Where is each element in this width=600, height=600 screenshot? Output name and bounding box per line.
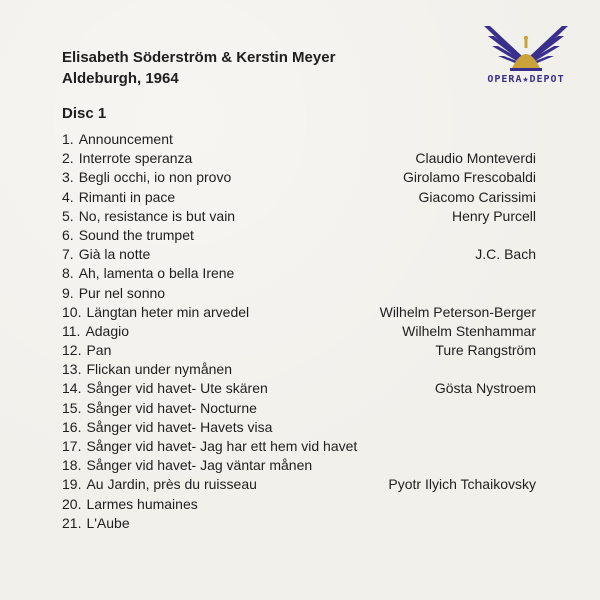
track-row [62, 495, 536, 514]
track-row [62, 245, 536, 264]
track-number: 18. [62, 457, 82, 474]
track-composer: Henry Purcell [451, 207, 536, 224]
track-row [62, 399, 536, 418]
track-row [62, 130, 536, 149]
track-row [62, 264, 536, 283]
track-row [62, 168, 536, 187]
track-row [62, 360, 536, 379]
track-title: Au Jardin, près du ruisseau [86, 476, 257, 493]
track-title: Sånger vid havet- Nocturne [86, 399, 257, 416]
track-number: 14. [62, 380, 82, 397]
track-title: Sånger vid havet- Ute skären [86, 380, 268, 397]
track-number: 5. [62, 207, 74, 224]
track-number: 4. [62, 188, 74, 205]
track-title: Interrote speranza [78, 150, 193, 167]
track-number: 13. [62, 361, 82, 378]
track-composer: J.C. Bach [475, 246, 536, 263]
track-title: Announcement [78, 131, 173, 147]
track-number: 19. [62, 476, 82, 493]
track-row [62, 379, 536, 398]
track-row [62, 437, 536, 456]
track-title: Larmes humaines [86, 495, 198, 512]
track-title: Pan [86, 342, 112, 359]
track-number: 8. [62, 265, 74, 282]
header [62, 47, 335, 89]
track-title: Längtan heter min arvedel [86, 303, 250, 320]
track-title: Flickan under nymånen [86, 361, 232, 378]
track-number: 1. [62, 131, 74, 147]
track-number: 6. [62, 226, 74, 243]
track-title: Sånger vid havet- Jag har ett hem vid havet [86, 438, 358, 454]
track-row [62, 475, 536, 494]
disc-title: Disc 1 [62, 105, 107, 122]
track-title: Adagio [85, 322, 130, 339]
track-number: 12. [62, 342, 82, 359]
track-number: 11. [62, 322, 81, 339]
track-number: 17. [62, 438, 82, 454]
track-row [62, 149, 536, 168]
track-title: Sånger vid havet- Jag väntar månen [86, 457, 313, 474]
track-row [62, 514, 536, 533]
track-composer: Wilhelm Peterson-Berger [379, 303, 536, 320]
winged-dome-icon [478, 18, 574, 74]
track-title: Ah, lamenta o bella Irene [78, 265, 235, 282]
track-title: Già la notte [78, 246, 151, 263]
track-number: 7. [62, 246, 74, 263]
track-row [62, 284, 536, 303]
track-composer: Ture Rangström [435, 342, 536, 359]
track-row [62, 418, 536, 437]
track-number: 10. [62, 303, 82, 320]
track-row [62, 341, 536, 360]
track-composer: Wilhelm Stenhammar [402, 322, 536, 339]
track-composer: Pyotr Ilyich Tchaikovsky [388, 476, 536, 493]
track-title: Begli occhi, io non provo [78, 169, 232, 186]
track-composer: Girolamo Frescobaldi [402, 169, 536, 186]
track-title: Rimanti in pace [78, 188, 176, 205]
track-composer: Claudio Monteverdi [415, 150, 536, 167]
artists-line: Elisabeth Söderström & Kerstin Meyer [62, 49, 336, 66]
track-title: L'Aube [86, 514, 130, 531]
track-row [62, 207, 536, 226]
track-number: 21. [62, 514, 82, 531]
track-list [62, 130, 536, 533]
track-row [62, 226, 536, 245]
track-composer: Gösta Nystroem [434, 380, 536, 397]
opera-depot-logo [478, 18, 574, 90]
track-number: 3. [62, 169, 74, 186]
track-row [62, 322, 536, 341]
track-row [62, 303, 536, 322]
venue-year-line: Aldeburgh, 1964 [62, 70, 179, 87]
track-title: Pur nel sonno [78, 284, 166, 301]
track-title: Sånger vid havet- Havets visa [86, 418, 273, 435]
track-number: 2. [62, 150, 74, 167]
track-number: 9. [62, 284, 74, 301]
track-row [62, 456, 536, 475]
track-composer: Giacomo Carissimi [418, 188, 536, 205]
track-number: 16. [62, 418, 82, 435]
track-number: 20. [62, 495, 82, 512]
track-title: Sound the trumpet [78, 226, 194, 243]
track-number: 15. [62, 399, 82, 416]
track-row [62, 188, 536, 207]
logo-wordmark: OPERA★DEPOT [487, 74, 565, 85]
track-title: No, resistance is but vain [78, 207, 236, 224]
